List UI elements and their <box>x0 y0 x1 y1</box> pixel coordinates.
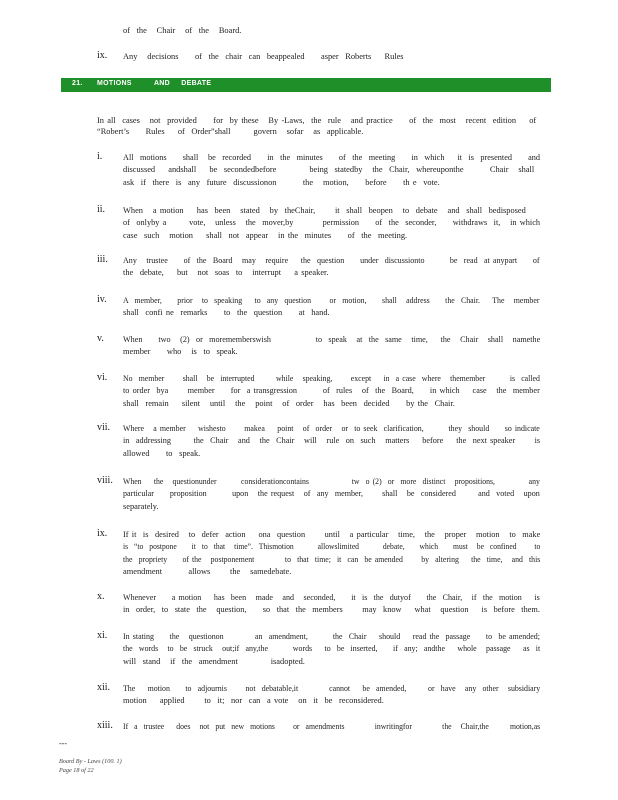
item-numeral: xi. <box>97 630 108 641</box>
item-text-line: If a trustee does not put new motions or amendments inwritingfor the Chair,the motion,as <box>123 722 541 731</box>
item-numeral: x. <box>97 591 105 602</box>
item-text-line: amendment allows the samedebate. <box>123 567 292 577</box>
section-title: MOTIONS AND DEBATE <box>97 80 212 87</box>
item-numeral: xiii. <box>97 720 113 731</box>
item-numeral: iii. <box>97 254 108 265</box>
item-numeral: iv. <box>97 294 107 305</box>
item-text-line: All motions shall be recorded in the minutes of the meeting in which it is presented and <box>123 153 541 162</box>
item-text-line: separately. <box>123 501 159 511</box>
item-numeral: ix. <box>97 528 108 539</box>
section-header-bar <box>61 78 551 92</box>
item-text-line: Whenever a motion has been made and seconded, it is the dutyof the Chair, if the motion is <box>123 593 540 602</box>
item-text-line: case such motion shall not appear in the minutes of the meeting. <box>123 230 408 240</box>
item-text-line: member who is to speak. <box>123 347 238 357</box>
item-numeral: ix. <box>97 50 108 61</box>
item-text-line: A member, prior to speaking to any question or motion, shall address the Chair. The member <box>123 296 540 305</box>
footer-doc-title: Board By - Laws (100. 1) <box>59 758 122 765</box>
item-numeral: i. <box>97 151 103 162</box>
section-number: 21. <box>72 80 83 87</box>
item-text-line: shall confi ne remarks to the question at hand. <box>123 308 330 318</box>
continuation-text: of the Chair of the Board. <box>123 26 242 35</box>
item-numeral: xii. <box>97 682 111 693</box>
item-text-line: When two (2) or morememberswish to speak at the same time, the Chair shall namethe <box>123 335 541 344</box>
item-text-line: in addressing the Chair and the Chair will rule on such matters before the next speaker is <box>123 436 541 446</box>
item-text-line: motion applied to it; nor can a vote on it be reconsidered. <box>123 696 384 706</box>
item-text-line: to order bya member for a transgression of rules of the Board, in which case the member <box>123 386 540 396</box>
item-text-line: allowed to speak. <box>123 448 201 458</box>
item-numeral: ii. <box>97 204 106 215</box>
item-text-line: is “to postpone it to that time”. Thismotion allowslimited debate, which must be confined to <box>123 542 541 552</box>
item-text-line: ask if there is any future discussionon the motion, before th e vote. <box>123 177 440 187</box>
item-text-line: in order, to state the question, so that the members may know what question is before them. <box>123 605 540 615</box>
intro-line: In all cases not provided for by these By -Laws, the rule and practice of the most recent edition of <box>97 116 537 125</box>
footer-page-number: Page 18 of 22 <box>59 767 94 774</box>
item-text-line: No member shall be interrupted while speaking, except in a case where themember is called <box>123 374 540 383</box>
item-text: Any decisions of the chair can beappealed asper Roberts Rules <box>123 52 404 61</box>
item-text-line: Any trustee of the Board may require the question under discussionto be read at anypart of <box>123 256 540 265</box>
intro-line: “Robert’s Rules of Order”shall govern sofar as applicable. <box>97 127 364 136</box>
item-numeral: v. <box>97 333 104 344</box>
item-text-line: In stating the questionon an amendment, the Chair should read the passage to be amended; <box>123 632 540 641</box>
item-text-line: the words to be struck out;if any,the words to be inserted, if any; andthe whole passage as it <box>123 644 541 654</box>
item-text-line: Where a member wishesto makea point of order or to seek clarification, they should so indicate <box>123 424 540 433</box>
item-numeral: viii. <box>97 475 113 486</box>
item-numeral: vi. <box>97 372 108 383</box>
item-text-line: the propriety of the postponement to that time; it can be amended by altering the time, and this <box>123 554 541 564</box>
footer-rule: --- <box>59 739 67 748</box>
item-text-line: When the questionunder considerationcontains tw o (2) or more distinct propositions, any <box>123 477 540 486</box>
item-text-line: of onlyby a vote, unless the mover,by permission of the seconder, withdraws it, in which <box>123 218 541 228</box>
item-numeral: vii. <box>97 422 111 433</box>
item-text-line: particular proposition upon the request of any member, shall be considered and voted upon <box>123 489 540 499</box>
item-text-line: The motion to adjournis not debatable,it cannot be amended, or have any other subsidiary <box>123 684 541 693</box>
item-text-line: will stand if the amendment isadopted. <box>123 656 305 666</box>
item-text-line: discussed andshall be secondedbefore being statedby the Chair, whereuponthe Chair shall <box>123 165 535 175</box>
item-text-line: If it is desired to defer action ona question until a particular time, the proper motion to make <box>123 530 541 539</box>
item-text-line: the debate, but not soas to interrupt a speaker. <box>123 268 329 278</box>
item-text-line: When a motion has been stated by theChair, it shall beopen to debate and shall bedisposed <box>123 206 526 215</box>
item-text-line: shall remain silent until the point of order has been decided by the Chair. <box>123 398 455 408</box>
